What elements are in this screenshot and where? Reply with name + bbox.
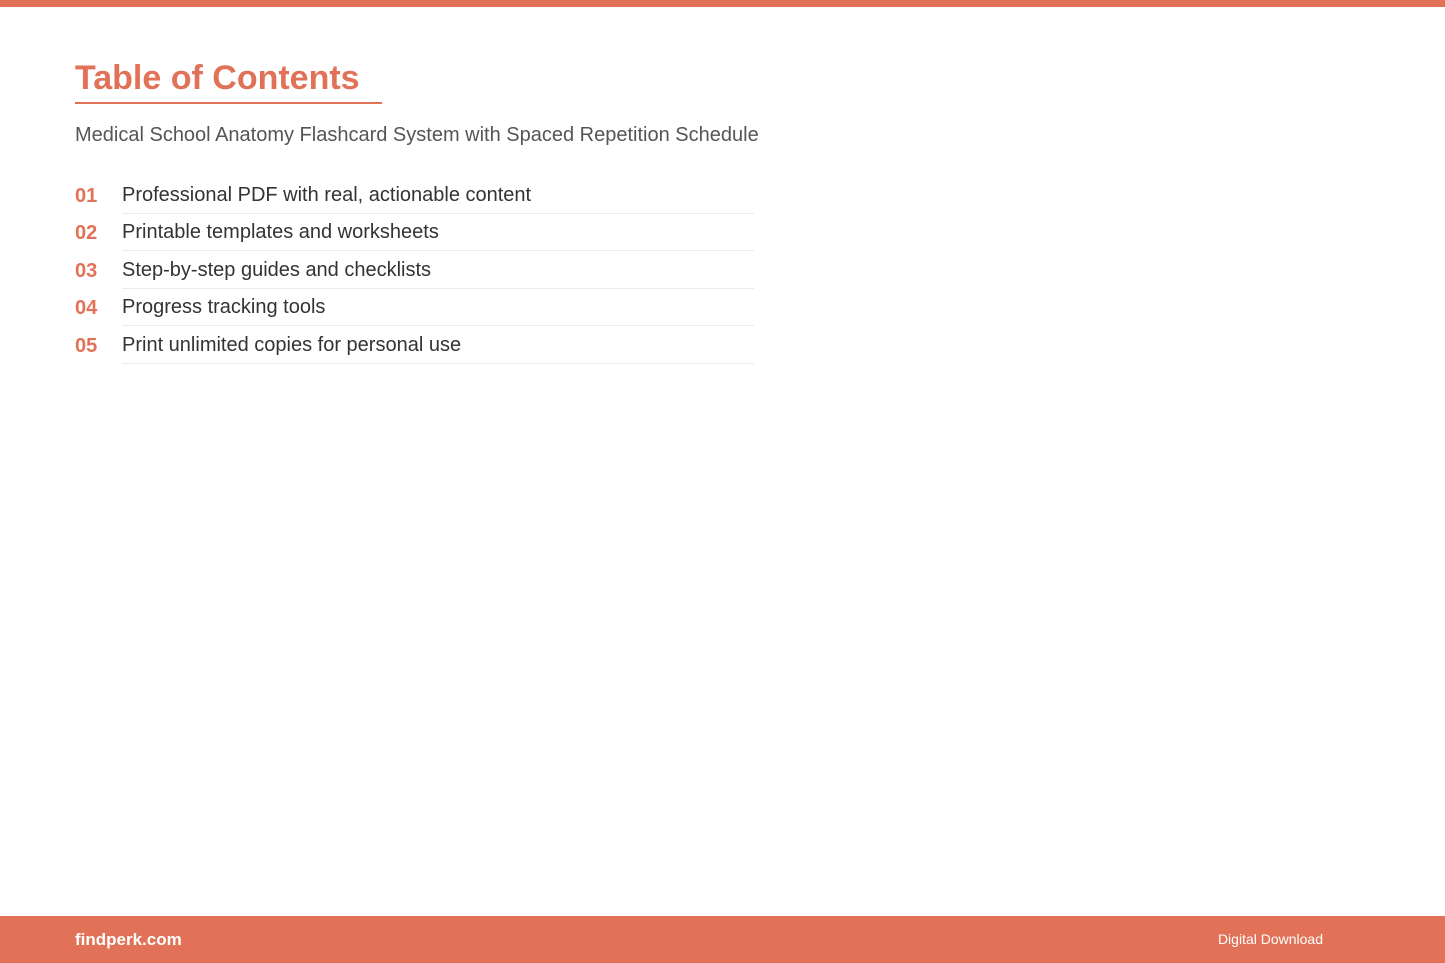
toc-number: 03	[75, 259, 98, 282]
main-content	[75, 58, 775, 364]
title-underline	[75, 58, 382, 104]
toc-item-05	[75, 326, 775, 364]
toc-label: Step-by-step guides and checklists	[122, 255, 754, 289]
toc-number: 05	[75, 334, 98, 357]
toc-label: Print unlimited copies for personal use	[122, 330, 754, 364]
toc-number: 04	[75, 297, 98, 320]
toc-item-03	[75, 251, 775, 289]
top-accent-bar	[0, 0, 1445, 7]
footer-bar	[0, 916, 1445, 963]
page-title: Table of Contents	[75, 59, 360, 97]
toc-item-04	[75, 289, 775, 327]
table-of-contents-list	[75, 176, 775, 364]
toc-number: 02	[75, 222, 98, 245]
toc-label: Progress tracking tools	[122, 292, 754, 326]
toc-item-01	[75, 176, 775, 214]
toc-number: 01	[75, 184, 98, 207]
toc-label: Printable templates and worksheets	[122, 217, 754, 251]
footer-site-name: findperk.com	[75, 930, 182, 949]
toc-item-02	[75, 214, 775, 252]
footer-download-label: Digital Download	[1217, 931, 1323, 947]
page-subtitle: Medical School Anatomy Flashcard System with Spaced Repetition Schedule	[75, 124, 759, 146]
toc-label: Professional PDF with real, actionable content	[122, 180, 754, 214]
